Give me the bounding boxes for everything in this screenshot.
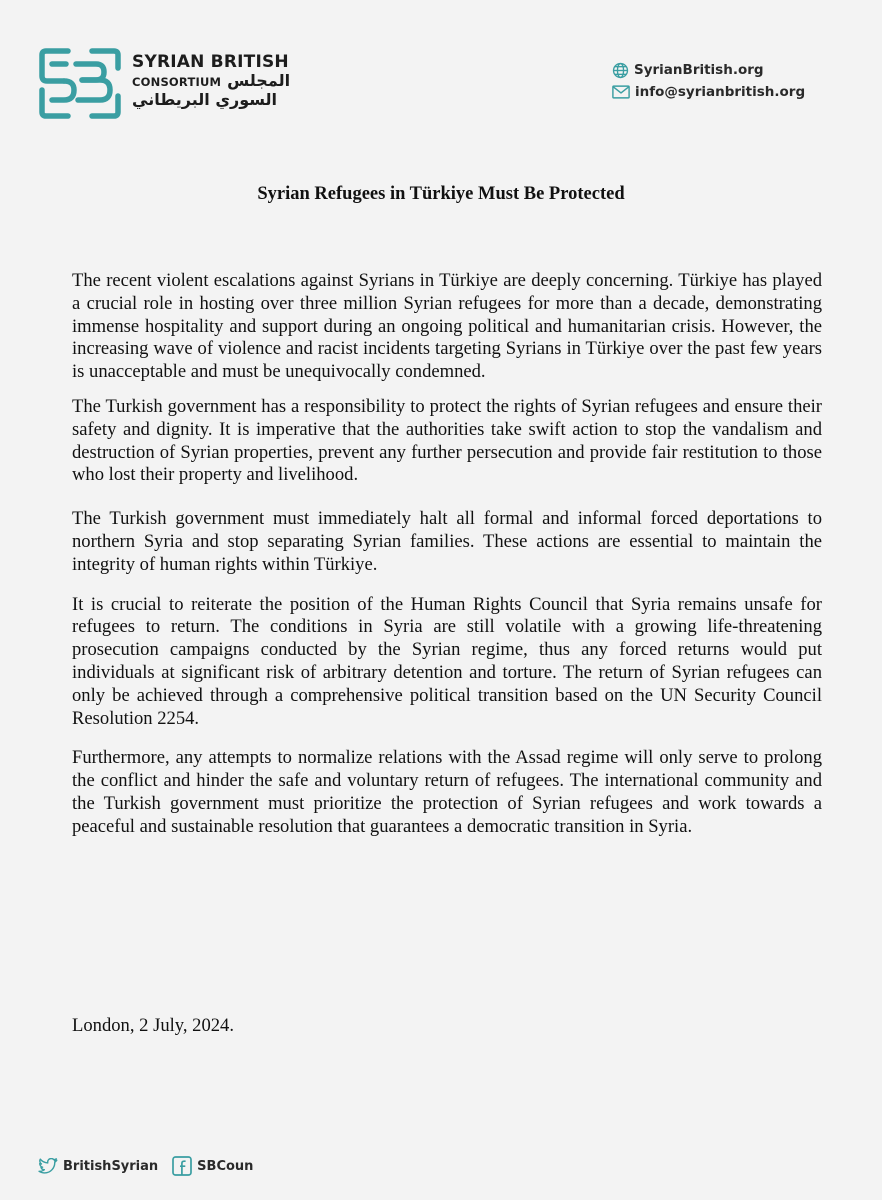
org-logo bbox=[38, 46, 290, 120]
email-link[interactable]: info@syrianbritish.org bbox=[635, 84, 806, 100]
org-name bbox=[132, 52, 290, 109]
paragraph-3: The Turkish government must immediately halt all formal and informal forced deportations to northern Syria and stop separating Syrian families. These actions are essential to maintain the integrity of human rights within Türkiye. bbox=[72, 508, 822, 575]
facebook-handle[interactable]: SBCoun bbox=[197, 1158, 254, 1174]
footer-social bbox=[38, 1156, 267, 1176]
org-name-arabic-council: المجلس bbox=[227, 71, 291, 90]
sbc-logo-mark-icon bbox=[38, 46, 122, 120]
facebook-link[interactable] bbox=[172, 1156, 253, 1176]
facebook-icon bbox=[172, 1156, 192, 1176]
envelope-icon bbox=[612, 85, 630, 99]
paragraph-1: The recent violent escalations against Syrians in Türkiye are deeply concerning. Türkiye has played a crucial role in hosting over three million Syrian refugees for more than a decade, demonstrating immense hospitality and support during an ongoing political and humanitarian crisis. However, the increasing wave of violence and racist incidents targeting Syrians in Türkiye over the past few years is unacceptable and must be unequivocally condemned. bbox=[72, 270, 822, 383]
org-name-consortium: CONSORTIUM bbox=[132, 75, 222, 89]
paragraph-4: It is crucial to reiterate the position of the Human Rights Council that Syria remains unsafe for refugees to return. The conditions in Syria are still volatile with a growing life-threatening prosecution campaigns conducted by the Syrian regime, thus any forced returns would put individuals at significant risk of arbitrary detention and torture. The return of Syrian refugees can only be achieved through a comprehensive political transition based on the UN Security Council Resolution 2254. bbox=[72, 593, 822, 729]
document-title: Syrian Refugees in Türkiye Must Be Protected bbox=[257, 184, 625, 204]
document-closing: London, 2 July, 2024. bbox=[72, 1015, 235, 1036]
globe-icon bbox=[612, 62, 629, 79]
website-row[interactable] bbox=[612, 59, 805, 81]
twitter-bird-icon bbox=[38, 1158, 58, 1175]
document-body bbox=[72, 270, 822, 839]
website-link[interactable]: SyrianBritish.org bbox=[634, 62, 764, 78]
org-name-line2 bbox=[132, 72, 290, 91]
email-row[interactable] bbox=[612, 81, 805, 103]
paragraph-2: The Turkish government has a responsibility to protect the rights of Syrian refugees and ensure their safety and dignity. It is imperative that the authorities take swift action to stop the vandalism and destruction of Syrian properties, prevent any further persecution and provide fair restitution to those who lost their property and livelihood. bbox=[72, 395, 822, 486]
org-name-arabic-line: السوري البريطاني bbox=[132, 90, 278, 109]
twitter-handle[interactable]: BritishSyrian bbox=[63, 1158, 159, 1174]
org-name-line1: SYRIAN BRITISH bbox=[132, 52, 289, 72]
paragraph-5: Furthermore, any attempts to normalize relations with the Assad regime will only serve to prolong the conflict and hinder the safe and voluntary return of refugees. The international community and the Turkish government must prioritize the protection of Syrian refugees and work towards a peaceful and sustainable resolution that guarantees a democratic transition in Syria. bbox=[72, 747, 822, 837]
contact-info bbox=[612, 59, 805, 103]
twitter-link[interactable] bbox=[38, 1158, 158, 1175]
